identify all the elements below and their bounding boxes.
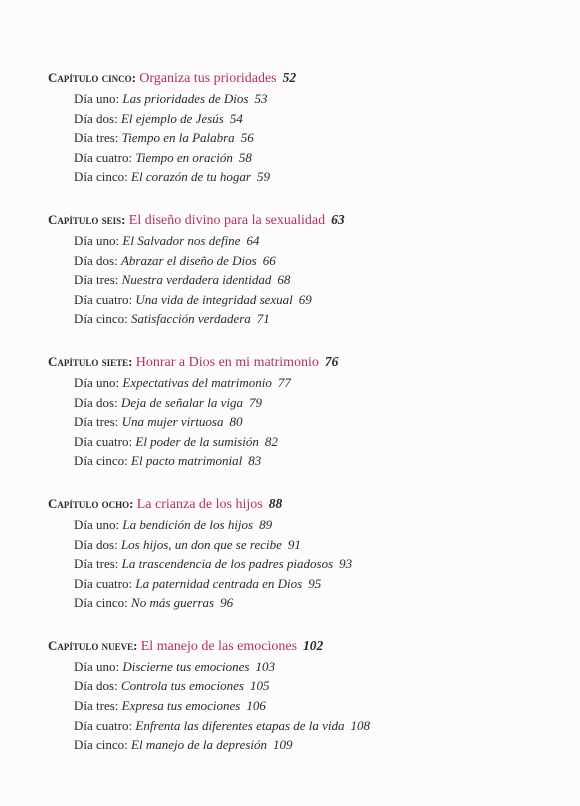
chapter-title: El diseño divino para la sexualidad <box>128 212 326 228</box>
day-label: Día cuatro: <box>74 149 133 165</box>
day-label: Día tres: <box>74 272 119 288</box>
day-page-number: 91 <box>287 536 301 552</box>
day-label: Día dos: <box>74 252 118 268</box>
chapter-separator: : <box>121 211 129 227</box>
day-entry <box>48 251 548 271</box>
day-label: Día dos: <box>74 678 118 694</box>
chapter-title: Honrar a Dios en mi matrimonio <box>135 354 319 370</box>
chapter-label: Capítulo cinco <box>48 70 132 85</box>
day-page-number: 69 <box>298 291 312 307</box>
day-title: Discierne tus emociones <box>122 658 250 674</box>
day-label: Día cinco: <box>74 595 128 611</box>
day-entry <box>48 593 548 613</box>
day-page-number: 53 <box>254 91 268 106</box>
chapter-label: Capítulo ocho <box>48 495 130 511</box>
chapter-title: La crianza de los hijos <box>136 496 263 512</box>
day-title: Las prioridades de Dios <box>122 91 249 106</box>
day-title: Tiempo en la Palabra <box>121 130 235 146</box>
day-label: Día uno: <box>74 516 120 532</box>
day-entry <box>48 373 548 393</box>
day-page-number: 82 <box>264 433 278 449</box>
day-page-number: 105 <box>249 678 270 694</box>
day-page-number: 54 <box>229 110 243 126</box>
day-entry <box>48 89 548 109</box>
day-entry <box>48 554 548 574</box>
day-page-number: 79 <box>249 394 262 410</box>
day-entry <box>48 716 548 736</box>
day-page-number: 58 <box>238 149 252 165</box>
chapter-title: Organiza tus prioridades <box>139 71 277 86</box>
day-label: Día cuatro: <box>74 291 133 307</box>
day-label: Día dos: <box>74 110 118 126</box>
chapter-separator: : <box>129 495 137 511</box>
chapter-page-number: 52 <box>282 70 297 85</box>
day-page-number: 83 <box>248 453 262 469</box>
day-page-number: 77 <box>277 374 291 390</box>
day-title: La bendición de los hijos <box>122 516 254 532</box>
chapter-section <box>48 635 548 755</box>
day-entry <box>48 535 548 555</box>
chapter-section <box>48 209 548 329</box>
day-title: El corazón de tu hogar <box>131 169 251 185</box>
day-page-number: 56 <box>240 130 254 146</box>
day-title: Deja de señalar la viga <box>120 394 243 410</box>
table-of-contents <box>48 67 548 777</box>
chapter-page-number: 76 <box>324 353 339 369</box>
day-label: Día dos: <box>74 394 118 410</box>
chapter-separator: : <box>133 637 141 653</box>
day-entry <box>48 735 548 755</box>
day-title: El poder de la sumisión <box>135 433 259 449</box>
day-page-number: 109 <box>273 737 293 753</box>
day-title: Abrazar el diseño de Dios <box>120 252 257 268</box>
day-label: Día cinco: <box>74 453 128 469</box>
chapter-section <box>48 67 548 187</box>
day-page-number: 71 <box>256 311 270 327</box>
day-entry <box>48 574 548 594</box>
day-page-number: 89 <box>259 516 273 532</box>
day-entry <box>48 676 548 696</box>
day-entry <box>48 290 548 310</box>
day-title: Expectativas del matrimonio <box>122 374 272 390</box>
day-label: Día uno: <box>74 232 120 248</box>
day-title: Los hijos, un don que se recibe <box>120 536 282 552</box>
day-page-number: 95 <box>308 575 322 591</box>
day-page-number: 80 <box>229 414 243 430</box>
day-entry <box>48 167 548 187</box>
day-entry <box>48 432 548 452</box>
day-entry <box>48 309 548 329</box>
day-entry <box>48 515 548 535</box>
day-entry <box>48 109 548 129</box>
day-title: Una vida de integridad sexual <box>135 291 293 307</box>
day-label: Día cinco: <box>74 169 128 185</box>
day-title: Satisfacción verdadera <box>131 311 251 327</box>
chapter-label: Capítulo nueve <box>48 637 134 653</box>
day-title: Una mujer virtuosa <box>121 414 224 430</box>
day-label: Día tres: <box>74 414 119 430</box>
day-title: Nuestra verdadera identidad <box>121 272 272 288</box>
chapter-section <box>48 351 548 471</box>
day-label: Día dos: <box>74 536 118 552</box>
day-title: El Salvador nos define <box>122 232 241 248</box>
day-page-number: 64 <box>246 232 260 248</box>
day-label: Día tres: <box>74 130 119 146</box>
chapter-label: Capítulo seis <box>48 211 122 227</box>
day-label: Día cuatro: <box>74 433 133 449</box>
day-entry <box>48 412 548 432</box>
chapter-heading <box>48 351 548 373</box>
chapter-title: El manejo de las emociones <box>140 638 298 654</box>
day-label: Día tres: <box>74 698 119 714</box>
day-title: El manejo de la depresión <box>131 737 268 753</box>
day-title: El pacto matrimonial <box>131 453 243 469</box>
chapter-separator: : <box>128 353 136 369</box>
day-page-number: 108 <box>350 717 371 733</box>
chapter-section <box>48 493 548 613</box>
chapter-heading <box>48 635 548 657</box>
day-entry <box>48 128 548 148</box>
day-page-number: 59 <box>256 169 270 185</box>
day-title: No más guerras <box>131 595 215 611</box>
chapter-label: Capítulo siete <box>48 353 129 369</box>
day-title: Expresa tus emociones <box>121 698 241 714</box>
day-entry <box>48 393 548 413</box>
day-label: Día tres: <box>74 556 119 572</box>
day-title: Tiempo en oración <box>135 149 233 165</box>
day-page-number: 96 <box>220 595 234 611</box>
day-entry <box>48 696 548 716</box>
day-title: Enfrenta las diferentes etapas de la vida <box>135 717 345 733</box>
chapter-heading <box>48 209 548 231</box>
day-page-number: 68 <box>277 272 291 288</box>
day-label: Día uno: <box>74 91 120 106</box>
day-entry <box>48 231 548 251</box>
day-entry <box>48 451 548 471</box>
day-title: La paternidad centrada en Dios <box>135 575 303 591</box>
chapter-page-number: 102 <box>303 637 324 653</box>
day-entry <box>48 270 548 290</box>
day-title: Controla tus emociones <box>120 678 244 694</box>
day-page-number: 66 <box>262 252 276 268</box>
day-title: El ejemplo de Jesús <box>120 110 224 126</box>
chapter-separator: : <box>131 70 140 85</box>
day-label: Día cuatro: <box>74 717 133 733</box>
day-label: Día cinco: <box>74 737 128 753</box>
day-page-number: 103 <box>255 658 275 674</box>
day-entry <box>48 148 548 168</box>
chapter-heading <box>48 67 548 89</box>
day-label: Día cinco: <box>74 311 128 327</box>
day-page-number: 93 <box>339 556 353 572</box>
day-entry <box>48 657 548 677</box>
chapter-heading <box>48 493 548 515</box>
day-label: Día uno: <box>74 374 120 390</box>
day-label: Día cuatro: <box>74 575 133 591</box>
day-title: La trascendencia de los padres piadosos <box>121 556 334 572</box>
day-page-number: 106 <box>246 698 266 714</box>
chapter-page-number: 63 <box>331 211 345 227</box>
day-label: Día uno: <box>74 658 120 674</box>
chapter-page-number: 88 <box>268 495 283 511</box>
